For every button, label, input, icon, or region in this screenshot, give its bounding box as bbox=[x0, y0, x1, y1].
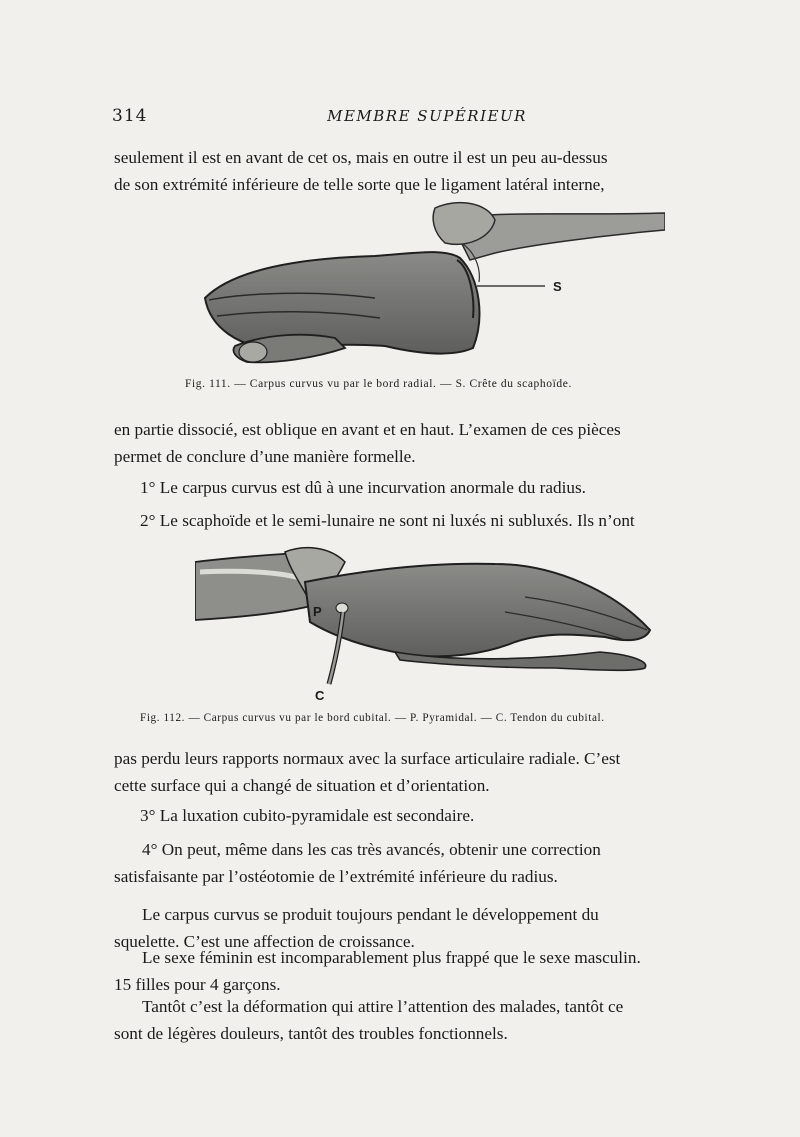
text-line: seulement il est en avant de cet os, mais en outre il est un peu au-dessus bbox=[114, 148, 608, 167]
paragraph-1 bbox=[114, 144, 744, 198]
text-line: squelette. C’est une affection de croissance. bbox=[114, 932, 415, 951]
figure-112-illustration bbox=[195, 542, 665, 702]
text-line: 2° Le scaphoïde et le semi-lunaire ne sont ni luxés ni subluxés. Ils n’ont bbox=[140, 511, 635, 530]
label-p: P bbox=[313, 604, 322, 619]
text-line: cette surface qui a changé de situation et d’orientation. bbox=[114, 776, 490, 795]
text-line: 15 filles pour 4 garçons. bbox=[114, 975, 281, 994]
figure-112-caption: Fig. 112. — Carpus curvus vu par le bord cubital. — P. Pyramidal. — C. Tendon du cubital. bbox=[140, 712, 605, 724]
text-line: satisfaisante par l’ostéotomie de l’extrémité inférieure du radius. bbox=[114, 867, 558, 886]
text-line: permet de conclure d’une manière formelle. bbox=[114, 447, 416, 466]
label-c: C bbox=[315, 688, 325, 702]
paragraph-6 bbox=[140, 802, 740, 829]
figure-111-illustration bbox=[195, 198, 665, 373]
text-line: en partie dissocié, est oblique en avant et en haut. L’examen de ces pièces bbox=[114, 420, 621, 439]
paragraph-9 bbox=[114, 944, 744, 998]
text-line: 1° Le carpus curvus est dû à une incurvation anormale du radius. bbox=[140, 478, 586, 497]
running-head: MEMBRE SUPÉRIEUR bbox=[327, 107, 527, 125]
page-number: 314 bbox=[112, 106, 148, 126]
paragraph-4 bbox=[140, 507, 744, 534]
figure-111-caption: Fig. 111. — Carpus curvus vu par le bord radial. — S. Crête du scaphoïde. bbox=[185, 378, 572, 390]
paragraph-3 bbox=[140, 474, 740, 501]
text-line: de son extrémité inférieure de telle sorte que le ligament latéral interne, bbox=[114, 175, 605, 194]
text-line: Tantôt c’est la déformation qui attire l’attention des malades, tantôt ce bbox=[142, 997, 624, 1016]
paragraph-5 bbox=[114, 745, 744, 799]
paragraph-10 bbox=[114, 993, 744, 1047]
text-line: pas perdu leurs rapports normaux avec la surface articulaire radiale. C’est bbox=[114, 749, 621, 768]
label-s: S bbox=[553, 279, 562, 294]
text-line: 4° On peut, même dans les cas très avancés, obtenir une correction bbox=[142, 840, 601, 859]
page-header bbox=[112, 106, 742, 130]
paragraph-7 bbox=[114, 836, 744, 890]
paragraph-2 bbox=[114, 416, 744, 470]
text-line: 3° La luxation cubito-pyramidale est secondaire. bbox=[140, 806, 475, 825]
text-line: Le sexe féminin est incomparablement plus frappé que le sexe masculin. bbox=[142, 948, 641, 967]
text-line: sont de légères douleurs, tantôt des troubles fonctionnels. bbox=[114, 1024, 508, 1043]
text-line: Le carpus curvus se produit toujours pendant le développement du bbox=[142, 905, 599, 924]
